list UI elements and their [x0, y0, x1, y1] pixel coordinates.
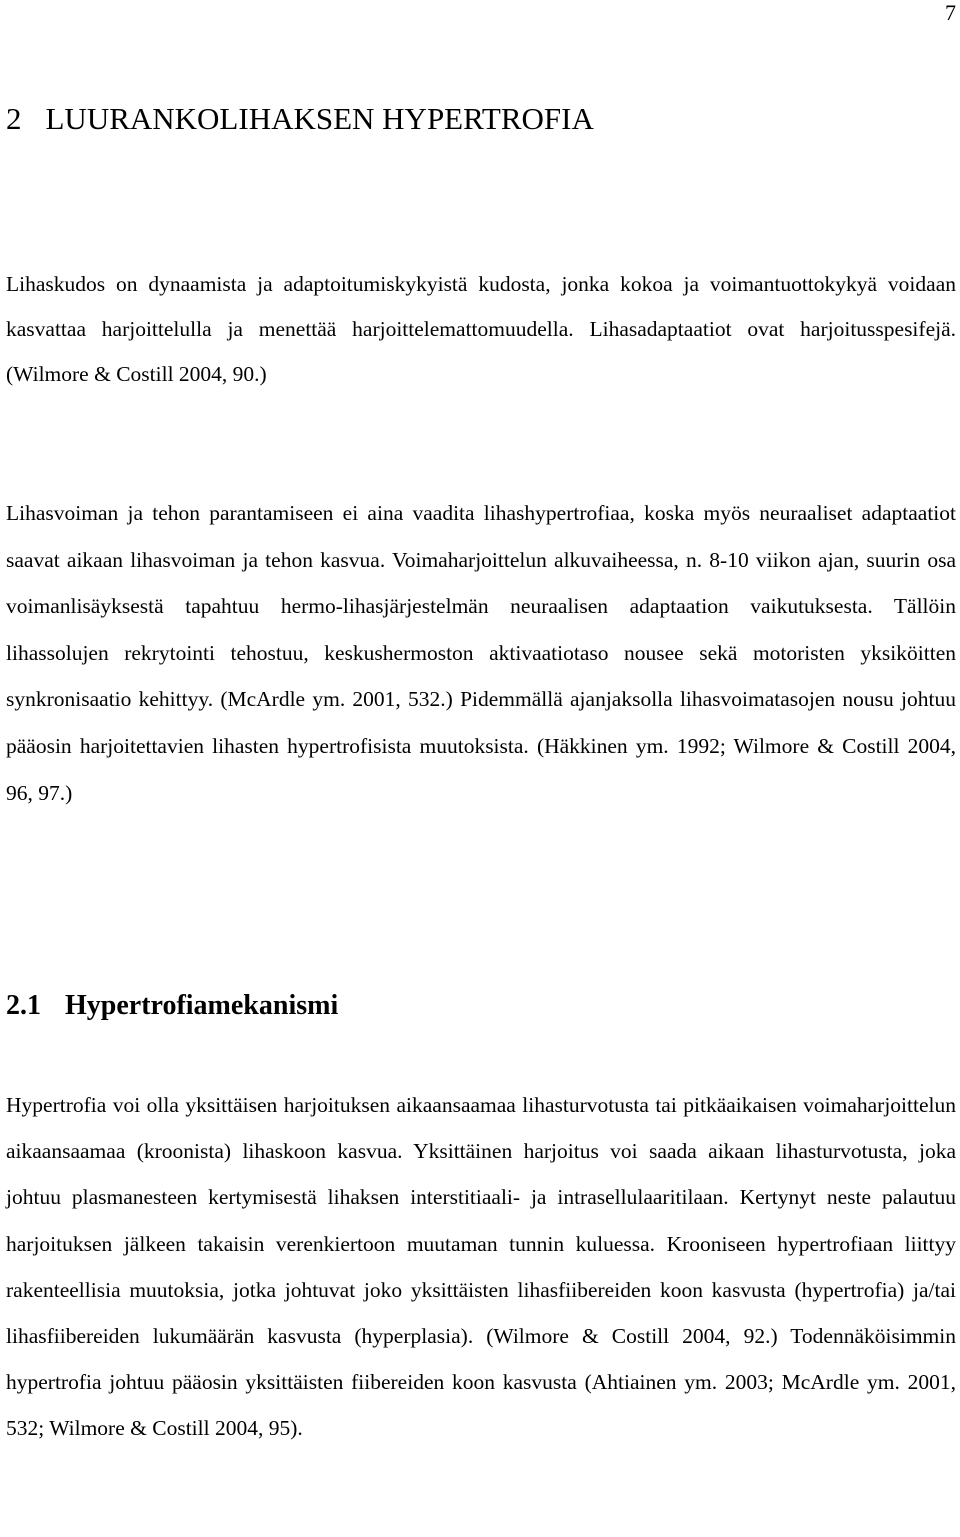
page-number: 7: [945, 0, 956, 25]
section-heading: [6, 988, 338, 1024]
body-paragraph-1: Lihaskudos on dynaamista ja adaptoitumiskykyistä kudosta, jonka kokoa ja voimantuottokykyä voidaan kasvattaa harjoittelulla ja menettää harjoittelemattomuudella. Lihasadaptaatiot ovat harjoitusspesifejä. (Wilmore & Costill 2004, 90.): [6, 272, 956, 386]
body-paragraph-2: Lihasvoiman ja tehon parantamiseen ei aina vaadita lihashypertrofiaa, koska myös neuraaliset adaptaatiot saavat aikaan lihasvoiman ja tehon kasvua. Voimaharjoittelun alkuvaiheessa, n. 8-10 viikon ajan, suurin osa voimanlisäyksestä tapahtuu hermo-lihasjärjestelmän neuraalisen adaptaation vaikutuksesta. Tällöin lihassolujen rekrytointi tehostuu, keskushermoston aktivaatiotaso nousee sekä motoristen yksiköitten synkronisaatio kehittyy. (McArdle ym. 2001, 532.) Pidemmällä ajanjaksolla lihasvoimatasojen nousu johtuu pääosin harjoitettavien lihasten hypertrofisista muutoksista. (Häkkinen ym. 1992; Wilmore & Costill 2004, 96, 97.): [6, 501, 956, 805]
chapter-title: LUURANKOLIHAKSEN HYPERTROFIA: [45, 101, 594, 136]
section-title: Hypertrofiamekanismi: [65, 990, 339, 1021]
section-paragraph: Hypertrofia voi olla yksittäisen harjoituksen aikaansaamaa lihasturvotusta tai pitkäaikaisen voimaharjoittelun aikaansaamaa (kroonista) lihaskoon kasvua. Yksittäinen harjoitus voi saada aikaan lihasturvotusta, joka johtuu plasmanesteen kertymisestä lihaksen interstitiaali- ja intrasellulaaritilaan. Kertynyt neste palautuu harjoituksen jälkeen takaisin verenkiertoon muutaman tunnin kuluessa. Krooniseen hypertrofiaan liittyy rakenteellisia muutoksia, jotka johtuvat joko yksittäisten lihasfiibereiden koon kasvusta (hypertrofia) ja/tai lihasfiibereiden lukumäärän kasvusta (hyperplasia). (Wilmore & Costill 2004, 92.) Todennäköisimmin hypertrofia johtuu pääosin yksittäisten fiibereiden koon kasvusta (Ahtiainen ym. 2003; McArdle ym. 2001, 532; Wilmore & Costill 2004, 95).: [6, 1093, 956, 1441]
section-number: 2.1: [6, 990, 41, 1021]
chapter-heading: [6, 100, 594, 138]
chapter-number: 2: [6, 101, 22, 136]
